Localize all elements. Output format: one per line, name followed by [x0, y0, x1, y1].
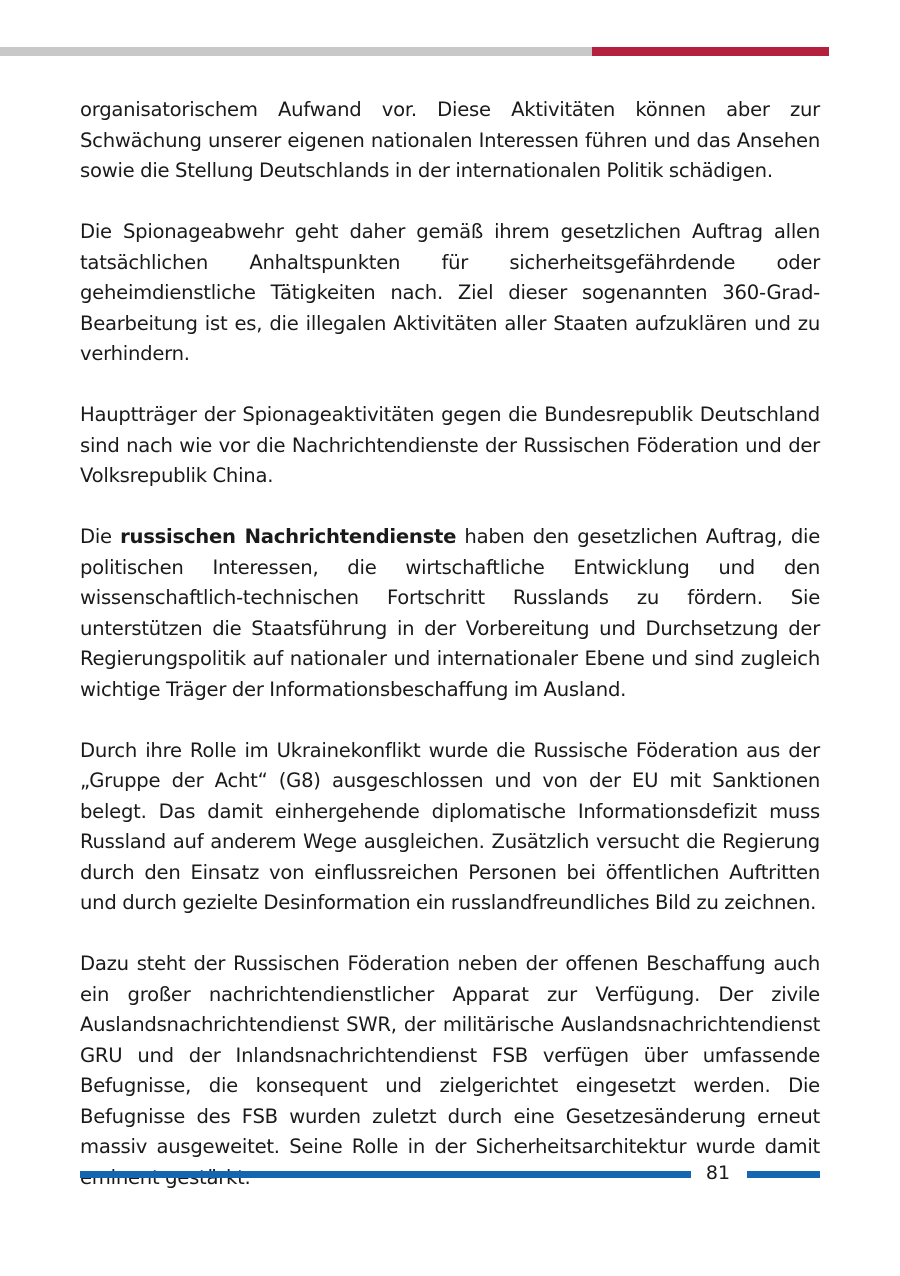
- paragraph-3: Hauptträger der Spionageaktivitäten gegen die Bundesrepublik Deutschland sind nach wie vor die Nachrichtendienste der Russischen Föderation und der Volksrepublik China.: [80, 403, 820, 487]
- paragraph-2: Die Spionageabwehr geht daher gemäß ihrem gesetzlichen Auftrag allen tatsächlichen Anhaltspunkten für sicherheitsgefährdende oder geheimdienstliche Tätigkeiten nach. Ziel dieser sogenannten 360-Grad-Bearbeitung ist es, die illegalen Aktivitäten aller Staaten aufzuklären und zu verhindern.: [80, 220, 820, 365]
- paragraph-1: organisatorischem Aufwand vor. Diese Aktivitäten können aber zur Schwächung unserer eigenen nationalen Interessen führen und das Ansehen sowie die Stellung Deutschlands in der internationalen Politik schädigen.: [80, 98, 820, 182]
- paragraph-4-lead: Die: [80, 525, 121, 548]
- paragraph-4-emphasis: russischen Nachrichtendienste: [120, 525, 457, 548]
- footer-rule-right: [747, 1171, 820, 1178]
- paragraph-4: [80, 522, 820, 705]
- header-rule-gray: [0, 47, 592, 56]
- footer-rule-left: [80, 1171, 691, 1178]
- page-body: [80, 95, 820, 1224]
- paragraph-6: Dazu steht der Russischen Föderation neben der offenen Beschaffung auch ein großer nachrichtendienstlicher Apparat zur Verfügung. Der zivile Auslandsnachrichtendienst SWR, der militärische Auslandsnachrichtendienst GRU und der Inlandsnachrichtendienst FSB verfügen über umfassende Befugnisse, die konsequent und zielgerichtet eingesetzt werden. Die Befugnisse des FSB wurden zuletzt durch eine Gesetzesänderung erneut massiv ausgeweitet. Seine Rolle in der Sicherheitsarchitektur wurde damit: [80, 952, 820, 1158]
- page-number: 81: [705, 1162, 731, 1184]
- paragraph-5: Durch ihre Rolle im Ukrainekonflikt wurde die Russische Föderation aus der „Gruppe der Acht“ (G8) ausgeschlossen und von der EU mit Sanktionen belegt. Das damit einhergehende diplomatische Informationsdefizit muss Russland auf anderem Wege ausgleichen. Zusätzlich versucht die Regierung durch den Einsatz von einflussreichen Personen bei öffentlichen Auftritten und durch gezielte Desinformation ein russlandfreundliches Bild zu zeichnen.: [80, 738, 820, 914]
- paragraph-4-rest: haben den gesetzlichen Auftrag, die politischen Interessen, die wirtschaftliche Entwicklung und den wissenschaftlich-technischen Fortschritt Russlands zu fördern. Sie unterstützen die Staatsführung in der Vorbereitung und Durchsetzung der Regierungspolitik auf nationaler und internationaler Ebene und sind zugleich wichtige Träger der Informationsbeschaffung im Ausland.: [80, 525, 821, 701]
- header-rule-red: [592, 47, 829, 56]
